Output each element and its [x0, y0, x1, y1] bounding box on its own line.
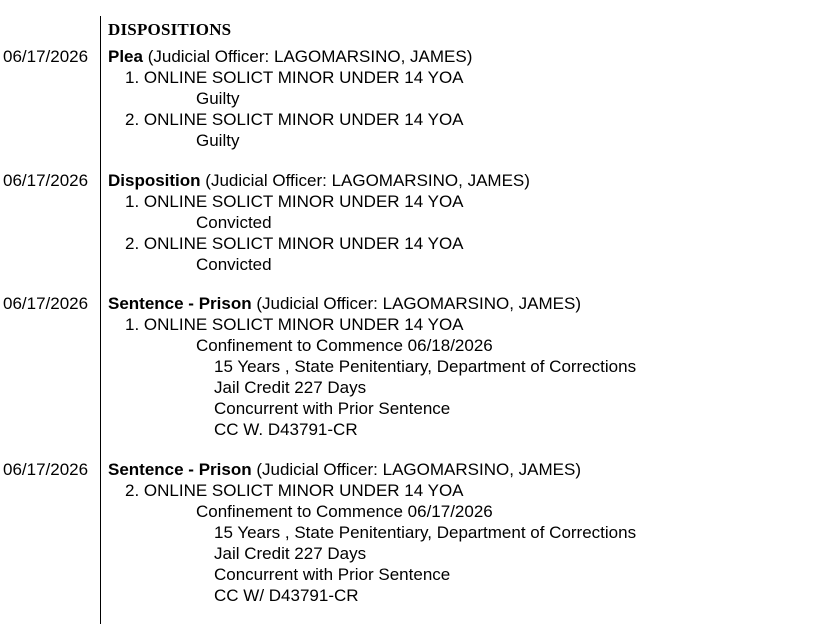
- sentence-term: 15 Years , State Penitentiary, Department of Corrections: [214, 523, 637, 542]
- charge-result: Convicted: [196, 255, 272, 274]
- charge-result: Guilty: [196, 89, 240, 108]
- entry-type: Plea: [108, 47, 143, 66]
- jail-credit: Jail Credit 227 Days: [214, 378, 367, 397]
- charge-line: 2. ONLINE SOLICT MINOR UNDER 14 YOA: [125, 110, 464, 129]
- judicial-officer: (Judicial Officer: LAGOMARSINO, JAMES): [142, 47, 473, 66]
- entry-title: [108, 170, 530, 191]
- jail-credit: Jail Credit 227 Days: [214, 544, 367, 563]
- charge-result: Guilty: [196, 131, 240, 150]
- charge-result: Convicted: [196, 213, 272, 232]
- sentence-term: 15 Years , State Penitentiary, Department of Corrections: [214, 357, 637, 376]
- judicial-officer: (Judicial Officer: LAGOMARSINO, JAMES): [251, 294, 581, 313]
- confinement-line: Confinement to Commence 06/17/2026: [196, 502, 493, 521]
- entry-type: Disposition: [108, 171, 201, 190]
- entry-title: [108, 46, 472, 67]
- entry-type: Sentence - Prison: [108, 294, 252, 313]
- concurrency-note: Concurrent with Prior Sentence: [214, 565, 451, 584]
- charge-line: 1. ONLINE SOLICT MINOR UNDER 14 YOA: [125, 68, 464, 87]
- entry-type: Sentence - Prison: [108, 460, 252, 479]
- charge-line: 2. ONLINE SOLICT MINOR UNDER 14 YOA: [125, 481, 464, 500]
- judicial-officer: (Judicial Officer: LAGOMARSINO, JAMES): [251, 460, 581, 479]
- column-divider: [100, 16, 101, 624]
- confinement-line: Confinement to Commence 06/18/2026: [196, 336, 493, 355]
- case-reference: CC W. D43791-CR: [214, 420, 358, 439]
- case-reference: CC W/ D43791-CR: [214, 586, 359, 605]
- concurrency-note: Concurrent with Prior Sentence: [214, 399, 451, 418]
- entry-date: 06/17/2026: [3, 294, 89, 313]
- charge-line: 1. ONLINE SOLICT MINOR UNDER 14 YOA: [125, 192, 464, 211]
- entry-title: [108, 459, 581, 480]
- charge-line: 1. ONLINE SOLICT MINOR UNDER 14 YOA: [125, 315, 464, 334]
- entry-date: 06/17/2026: [3, 171, 89, 190]
- charge-line: 2. ONLINE SOLICT MINOR UNDER 14 YOA: [125, 234, 464, 253]
- judicial-officer: (Judicial Officer: LAGOMARSINO, JAMES): [200, 171, 530, 190]
- section-title: DISPOSITIONS: [108, 20, 232, 39]
- entry-date: 06/17/2026: [3, 47, 89, 66]
- entry-title: [108, 293, 581, 314]
- entry-date: 06/17/2026: [3, 460, 89, 479]
